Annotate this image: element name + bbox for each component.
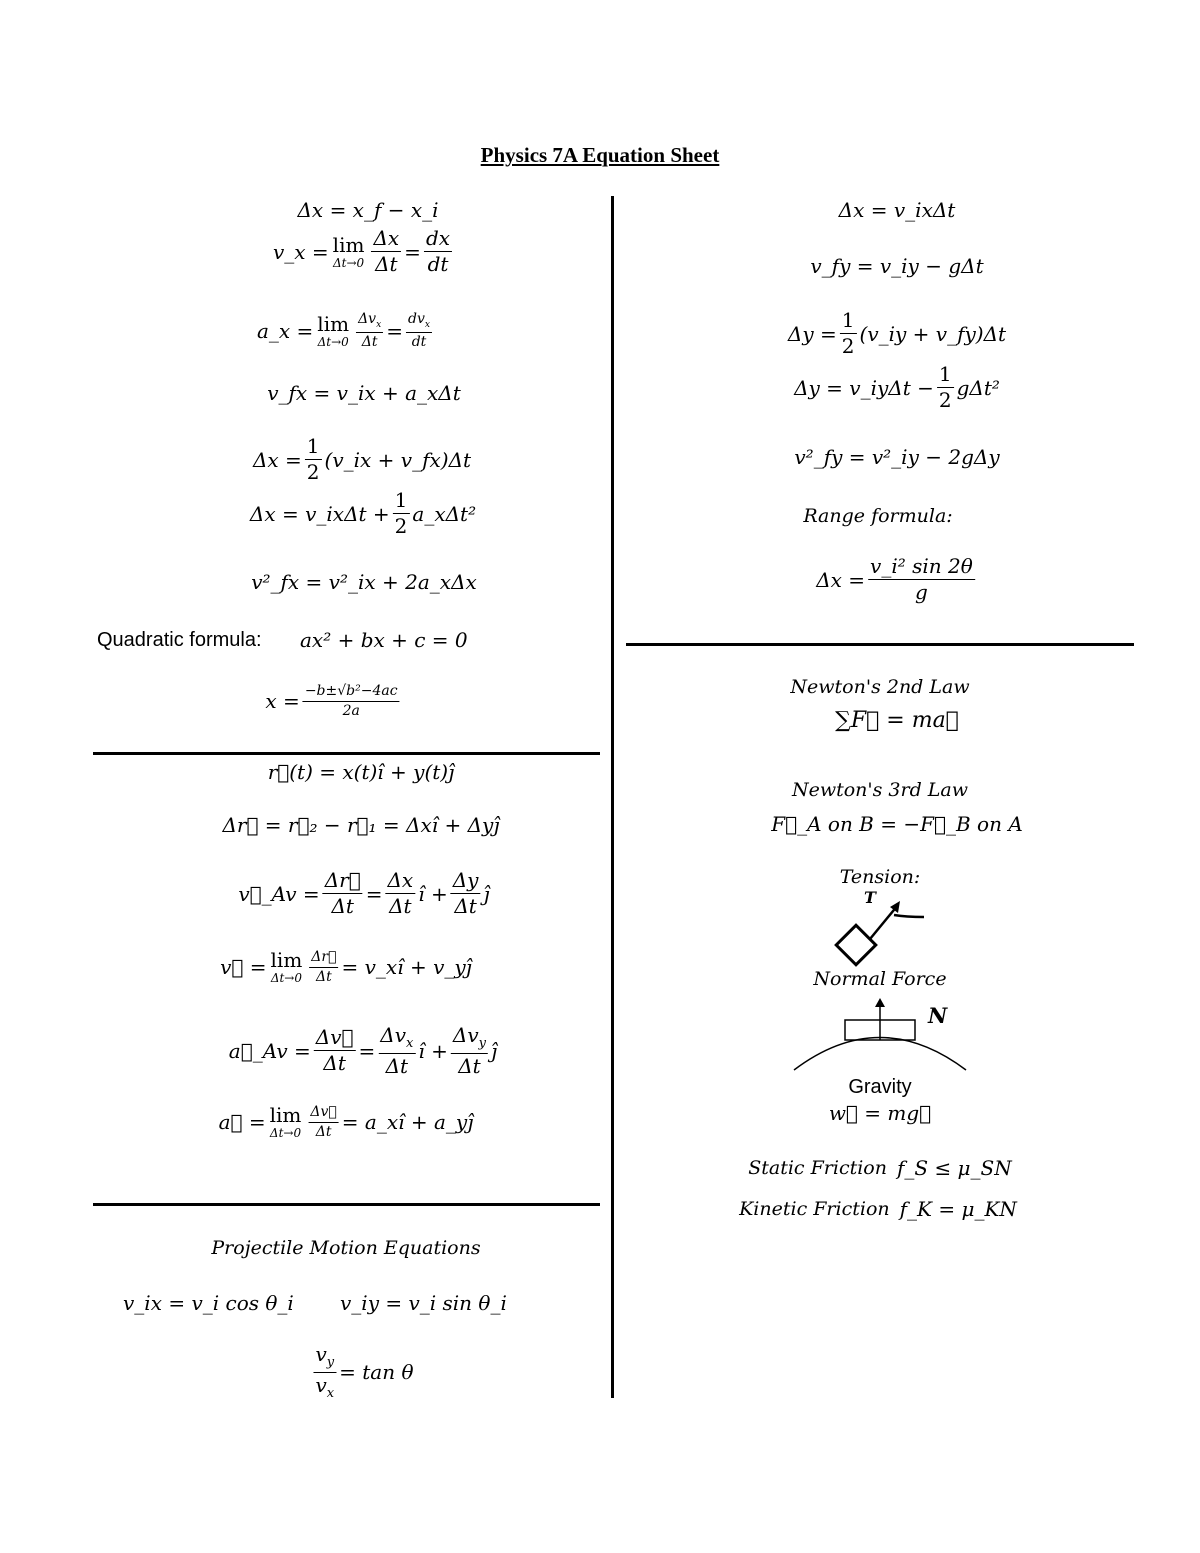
vec4-lhs: v⃗ = [220,955,267,980]
tension-label: Tension: [839,866,921,888]
eq-displacement: Δx = x_f − x_i [297,198,439,222]
quad-num: −b±√b²−4ac [303,684,400,702]
eq-average-acceleration-vector: a⃗_Av = $\frac{\Delta v⃗}{\Delta t}$ = $\frac{\Delta v_x}{\Delta t}$ î + $\frac{\Delta v_y}{\Delta t}$ ĵ [228,1023,498,1078]
proj3-rhs: = tan θ [339,1360,414,1385]
req3-lhs: Δy = [787,321,837,346]
vec6-rhs: = a_xî + a_yĵ [341,1110,474,1135]
quadratic-equation: ax² + bx + c = 0 [300,628,468,652]
gravity-equation: w⃗ = mg⃗ [828,1101,932,1125]
eq-displacement-vector: Δr⃗ = r⃗₂ − r⃗₁ = Δxî + Δyĵ [222,813,500,837]
lim-word: lim [332,232,365,257]
eq-velocity-time: v_fx = v_ix + a_xΔt [267,381,461,405]
lim-sub: Δt→0 [332,255,365,270]
quad-den: 2a [342,702,360,719]
eq-acceleration-lhs: a_x = [256,319,314,344]
eq-vix: v_ix = v_i cos θ_i [123,1291,294,1315]
quadratic-solution [265,684,402,718]
normal-force-N: N [928,1003,948,1028]
eq-average-velocity-vector: v⃗_Av = $\frac{\Delta r⃗}{\Delta t}$ = $\frac{\Delta x}{\Delta t}$ î + $\frac{\Delta y}{\Delta t}$ ĵ [238,868,490,918]
quad-x: x = [265,689,300,714]
eq-viy: v_iy = v_i sin θ_i [340,1291,507,1315]
eq-range [816,556,978,603]
tension-diagram-icon [830,895,940,975]
gravity-label: Gravity [848,1076,912,1098]
newton3-equation: F⃗_A on B = −F⃗_B on A [771,812,1023,836]
right-divider-1 [626,643,1134,646]
newton2-equation: ∑F⃗ = ma⃗ [835,708,959,733]
newton3-label: Newton's 3rd Law [791,779,969,801]
eq-right-dy-avg: Δy = $\frac{1}{2}$ (v_iy + v_fy)Δt [787,308,1007,358]
eq-position-vector: r⃗(t) = x(t)î + y(t)ĵ [267,760,455,784]
range-label: Range formula: [803,505,953,527]
vertical-divider [611,196,614,1398]
left-divider-1 [93,752,600,755]
eq-avg-velocity-displacement: Δx = $\frac{1}{2}$ (v_ix + v_fx)Δt [252,434,472,484]
left-divider-2 [93,1203,600,1206]
vec5-lhs: a⃗_Av = [228,1038,311,1063]
req3-rhs: (v_iy + v_fy)Δt [859,321,1007,346]
eq-acceleration-limit: a_x = lim Δt→0 $\frac{\Delta v_x}{\Delta t}$ = $\frac{dv_x}{dt}$ [256,311,431,351]
eq-right-dy-gravity: Δy = v_iyΔt − $\frac{1}{2}$ gΔt² [794,362,1000,412]
normal-force-label: Normal Force [813,968,947,990]
vec3-lhs: v⃗_Av = [238,881,320,906]
range-lhs: Δx = [816,567,866,592]
req4-rhs: gΔt² [956,375,1000,400]
static-label: Static Friction [748,1156,887,1179]
page-title: Physics 7A Equation Sheet [480,143,720,167]
eq-displacement-accel: Δx = v_ixΔt + $\frac{1}{2}$ a_xΔt² [249,488,477,538]
range-num: v_i² sin 2θ [870,554,973,578]
range-den: g [915,580,928,604]
vec4-rhs: = v_xî + v_yĵ [341,955,472,980]
eq5-lhs: Δx = [252,447,302,472]
kinetic-label: Kinetic Friction [739,1197,890,1220]
newton2-label: Newton's 2nd Law [790,676,970,698]
kinetic-eq: f_K = μ_KN [899,1197,1017,1221]
eq-right-vfy: v_fy = v_iy − gΔt [810,254,984,278]
eq6-lhs: Δx = v_ixΔt + [249,501,390,526]
quadratic-label: Quadratic formula: [97,629,262,651]
static-eq: f_S ≤ μ_SN [896,1156,1012,1180]
vec6-lhs: a⃗ = [218,1110,266,1135]
projectile-label: Projectile Motion Equations [211,1237,481,1259]
eq6-rhs: a_xΔt² [412,501,477,526]
req4-lhs: Δy = v_iyΔt − [794,375,934,400]
eq-velocity-limit: v_x = lim Δt→0 $\frac{\Delta x}{\Delta t}$ = $\frac{dx}{dt}$ [272,226,451,276]
kinetic-friction [739,1199,1017,1219]
eq-right-displacement: Δx = v_ixΔt [838,198,956,222]
eq-velocity-squared: v²_fx = v²_ix + 2a_xΔx [251,570,477,594]
eq-instant-acceleration-vector: a⃗ = lim Δt→0 $\frac{\Delta v⃗}{\Delta t}$ = a_xî + a_yĵ [218,1103,474,1141]
eq5-rhs: (v_ix + v_fx)Δt [324,447,472,472]
eq-tan-theta: $\frac{v_y}{v_x}$ = tan θ [315,1342,414,1401]
tension-T: T [864,888,876,907]
eq-right-vfy-squared: v²_fy = v²_iy − 2gΔy [794,445,1000,469]
eq-velocity-lhs: v_x = [272,239,329,264]
eq-instant-velocity-vector: v⃗ = lim Δt→0 $\frac{\Delta r⃗}{\Delta t}$ = v_xî + v_yĵ [220,948,472,986]
static-friction [748,1158,1012,1178]
